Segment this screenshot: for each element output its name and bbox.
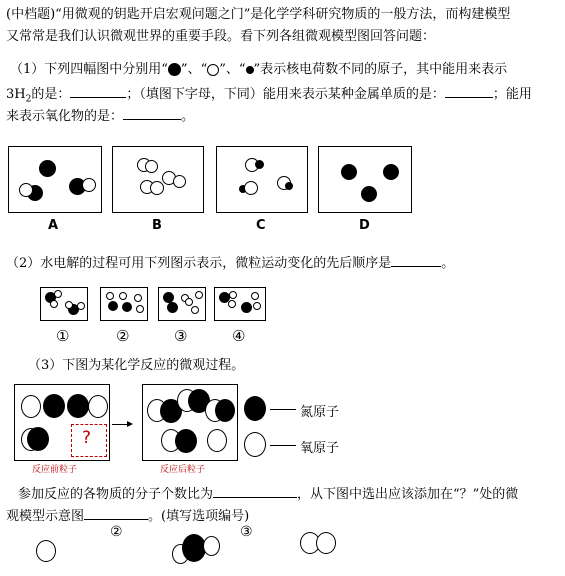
option-label-4: ④ <box>232 327 246 345</box>
answer-blank-metal[interactable] <box>445 84 493 98</box>
choice-label-2: ② <box>110 524 123 540</box>
electrolysis-box-1 <box>40 287 88 321</box>
legend-line-oxygen <box>270 445 296 446</box>
legend-nitrogen: 氮原子 <box>300 405 340 420</box>
question-mark: ? <box>82 428 92 448</box>
q2-text: （2）水电解的过程可用下列图示表示，微粒运动变化的先后顺序是 。 <box>6 253 454 273</box>
choice-model-3[interactable] <box>300 532 340 556</box>
before-caption: 反应前粒子 <box>32 465 78 475</box>
choice-label-3: ③ <box>240 524 253 540</box>
q1-line-1: （1）下列四幅图中分别用“ ”、“ ”、“ ”表示核电荷数不同的原子，其中能用来表示 <box>10 62 508 77</box>
nitrogen-atom-icon <box>244 396 266 421</box>
reaction-after-box <box>142 384 238 461</box>
electrolysis-box-2 <box>100 287 148 321</box>
model-box-b <box>112 146 204 213</box>
arrow-head-icon <box>127 421 133 427</box>
q1-line-2: $3H_2$的是： ；（填图下字母，下同）能用来表示某种金属单质的是： ；能用 <box>6 84 532 109</box>
legend-line-nitrogen <box>270 409 296 410</box>
choice-model-2[interactable] <box>172 532 222 568</box>
model-label-b: B <box>152 218 162 233</box>
answer-blank-model[interactable] <box>84 506 148 520</box>
q3-title: （3）下图为某化学反应的微观过程。 <box>28 358 245 373</box>
model-box-a <box>8 146 102 213</box>
model-label-a: A <box>48 218 59 233</box>
large-black-atom-icon <box>168 63 181 76</box>
answer-blank-ratio[interactable] <box>213 484 297 498</box>
after-caption: 反应后粒子 <box>160 465 206 475</box>
q3-line-1: 参加反应的各物质的分子个数比为 ，从下图中选出应该添加在“？”处的微 <box>18 484 518 504</box>
option-label-3: ③ <box>174 327 188 345</box>
reaction-before-box <box>14 384 110 461</box>
option-label-2: ② <box>116 327 130 345</box>
model-box-d <box>318 146 412 213</box>
legend-oxygen: 氧原子 <box>300 441 340 456</box>
white-atom-icon <box>207 64 219 76</box>
q3-line-2: 观模型示意图 。(填写选项编号) <box>6 506 249 526</box>
model-label-d: D <box>359 218 370 233</box>
oxygen-atom-icon <box>244 432 266 457</box>
intro-line-2: 又常常是我们认识微观世界的重要手段。看下列各组微观模型图回答问题： <box>6 29 436 44</box>
answer-blank-oxide[interactable] <box>123 106 181 120</box>
model-box-c <box>216 146 308 213</box>
choice-model-1[interactable] <box>36 540 56 562</box>
electrolysis-box-3 <box>158 287 206 321</box>
answer-blank-order[interactable] <box>391 253 441 267</box>
electrolysis-box-4 <box>214 287 266 321</box>
small-black-atom-icon <box>246 66 254 74</box>
q1-line-3: 来表示氧化物的是： 。 <box>6 106 194 126</box>
answer-blank-3h2[interactable] <box>70 84 126 98</box>
model-label-c: C <box>256 218 266 233</box>
option-label-1: ① <box>56 327 70 345</box>
intro-line-1: (中档题)“用微观的钥匙开启宏观问题之门”是化学学科研究物质的一般方法，而构建模型 <box>6 7 511 22</box>
